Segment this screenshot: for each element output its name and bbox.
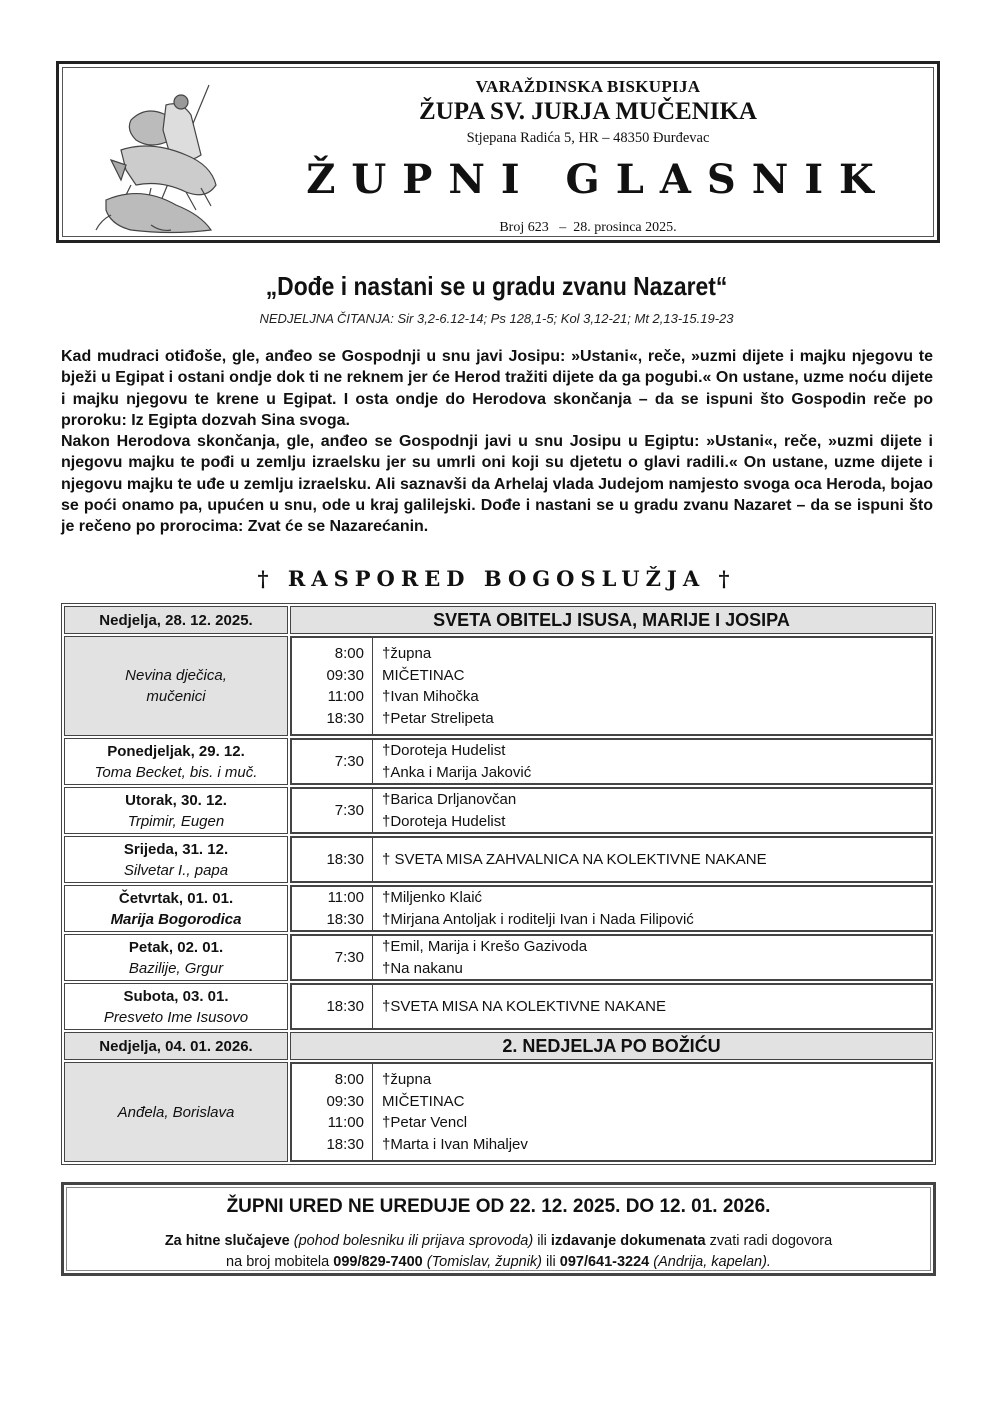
notice-body: Za hitne slučajeve (pohod bolesniku ili prijava sprovoda) ili izdavanje dokumenata zvati radi dogovora na broj mobitela 099/829-7400 (Tomislav, župnik) ili 097/641-3224 (Andrija, kapelan). [164, 1233, 833, 1270]
sunday-saint: Nevina dječica, mučenici [64, 636, 288, 736]
weekday-row [64, 885, 933, 932]
sunday-readings: NEDJELJNA ČITANJA: Sir 3,2-6.12-14; Ps 128,1-5; Kol 3,12-21; Mt 2,13-15.19-23 [259, 311, 734, 326]
sunday-header-row [64, 606, 933, 634]
weekday-cell: Subota, 03. 01. Presveto Ime Isusovo [64, 983, 288, 1030]
weekday-cell: Srijeda, 31. 12. Silvetar I., papa [64, 836, 288, 883]
weekday-cell: Utorak, 30. 12. Trpimir, Eugen [64, 787, 288, 834]
mass-intention: † SVETA MISA ZAHVALNICA NA KOLEKTIVNE NAKANE [373, 838, 932, 882]
parish-name: ŽUPA SV. JURJA MUČENIKA [418, 98, 757, 125]
mass-time: 18:30 [292, 838, 373, 882]
mass-intentions: †župna MIČETINAC †Petar Vencl †Marta i Ivan Mihaljev [373, 1064, 932, 1161]
mass-time: 7:30 [292, 789, 373, 833]
sunday-feast: SVETA OBITELJ ISUSA, MARIJE I JOSIPA [290, 606, 933, 634]
mass-intentions: †Barica Drljanovčan †Doroteja Hudelist [373, 789, 932, 833]
phone-pastor[interactable]: 099/829-7400 [333, 1254, 423, 1270]
masthead-inner-border [62, 67, 934, 237]
gospel-paragraph: Nakon Herodova skončanja, gle, anđeo se Gospodnji javi u snu Josipu u Egiptu: »Ustani«, reče, »uzmi dijete i njegovu majku te pođi u zemlju izraelsku jer su umrli oni koji su djetetu o glavi radili.« On ustane, uzme dijete i njegovu majku te uđe u zemlju izraelsku. Ali saznavši da Arhelaj vlada Judejom namjesto svoga oca Heroda, bojao se poći onamo pa, upućen u snu, ode u kraj galilejski. Dođe i nastani se u gradu zvanu Nazaret – da se ispuni što je rečeno po prorocima: Zvat će se Nazarećanin. [61, 433, 933, 536]
bulletin-title: ŽUPNI GLASNIK [306, 156, 890, 203]
sunday-masses [290, 1062, 933, 1162]
mass-times: 11:00 18:30 [292, 887, 373, 931]
masthead [56, 61, 940, 243]
sunday-date: Nedjelja, 28. 12. 2025. [64, 606, 288, 634]
mass-times: 8:00 09:30 11:00 18:30 [292, 1064, 373, 1161]
sunday-feast: 2. NEDJELJA PO BOŽIĆU [290, 1032, 933, 1060]
weekday-row [64, 983, 933, 1030]
weekday-row [64, 787, 933, 834]
weekday-cell: Četvrtak, 01. 01. Marija Bogorodica [64, 885, 288, 932]
sunday-masses-row [64, 636, 933, 736]
gospel-text [61, 346, 933, 538]
weekday-row [64, 934, 933, 981]
weekday-row [64, 738, 933, 785]
mass-intention: †SVETA MISA NA KOLEKTIVNE NAKANE [373, 985, 932, 1029]
mass-time: 18:30 [292, 985, 373, 1029]
sunday-header-row [64, 1032, 933, 1060]
mass-time: 7:30 [292, 936, 373, 980]
sunday-saint: Anđela, Borislava [64, 1062, 288, 1162]
sunday-date: Nedjelja, 04. 01. 2026. [64, 1032, 288, 1060]
weekday-cell: Petak, 02. 01. Bazilije, Grgur [64, 934, 288, 981]
sunday-masses [290, 636, 933, 736]
gospel-title: „Dođe i nastani se u gradu zvanu Nazaret“ [265, 271, 728, 301]
weekday-cell: Ponedjeljak, 29. 12. Toma Becket, bis. i muč. [64, 738, 288, 785]
diocese-name: VARAŽDINSKA BISKUPIJA [475, 77, 701, 96]
phone-chaplain[interactable]: 097/641-3224 [559, 1254, 650, 1270]
weekday-row [64, 836, 933, 883]
issue-number: Broj 623 – 28. prosinca 2025. [499, 220, 677, 235]
mass-times: 8:00 09:30 11:00 18:30 [292, 638, 373, 735]
parish-address: Stjepana Radića 5, HR – 48350 Đurđevac [466, 130, 710, 146]
gospel-paragraph: Kad mudraci otiđoše, gle, anđeo se Gospodnji u snu javi Josipu: »Ustani«, reče, »uzmi dijete i majku njegovu te bježi u Egipat i ostani ondje dok ti ne reknem jer će Herod tražiti dijete da ga pogubi.« On ustane, uzme noću dijete i majku njegovu te krene u Egipat. I osta ondje do Herodova skončanja – da se ispuni što Gospodin reče po proroku: Iz Egipta dozvah Sina svoga. [61, 348, 933, 429]
mass-time: 7:30 [292, 740, 373, 784]
mass-schedule-table [61, 603, 936, 1165]
mass-intentions: †Miljenko Klaić †Mirjana Antoljak i roditelji Ivan i Nada Filipović [373, 887, 932, 931]
office-notice [61, 1182, 936, 1276]
mass-intentions: †župna MIČETINAC †Ivan Mihočka †Petar Strelipeta [373, 638, 932, 735]
mass-intentions: †Doroteja Hudelist †Anka i Marija Jaković [373, 740, 932, 784]
notice-title: ŽUPNI URED NE UREDUJE OD 22. 12. 2025. DO 12. 01. 2026. [226, 1196, 771, 1217]
st-george-dragon-icon [91, 80, 231, 238]
schedule-title: † RASPORED BOGOSLUŽJA † [257, 566, 736, 591]
sunday-masses-row [64, 1062, 933, 1162]
mass-intentions: †Emil, Marija i Krešo Gazivoda †Na nakanu [373, 936, 932, 980]
